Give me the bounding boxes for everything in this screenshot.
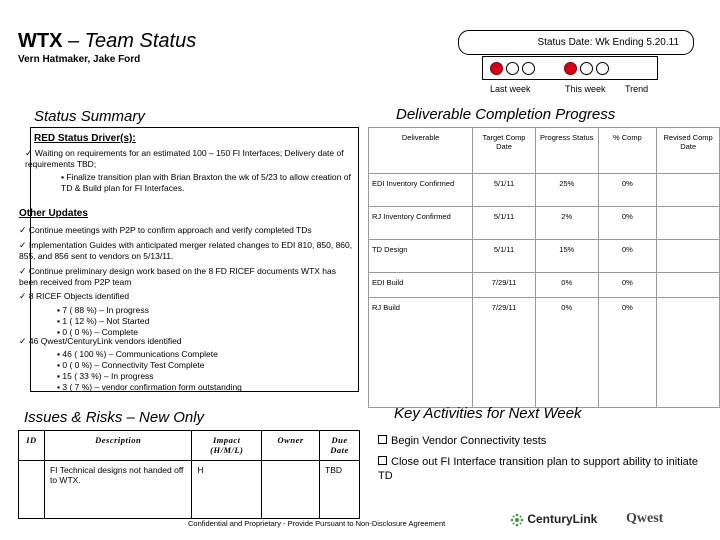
- revised-date: [657, 174, 720, 207]
- empty-status-dot-icon: [596, 62, 609, 75]
- red-status-dot-icon: [564, 62, 577, 75]
- title-main: WTX: [18, 30, 63, 52]
- column-header: Description: [44, 431, 191, 461]
- deliverables-table: [368, 127, 720, 408]
- deliverable-name: RJ Inventory Confirmed: [369, 207, 473, 240]
- empty-status-dot-icon: [522, 62, 535, 75]
- centurylink-logo: CenturyLink: [510, 512, 597, 527]
- table-row: [369, 174, 720, 207]
- page-title: [18, 30, 196, 53]
- vendor-subitem: ▪ 46 ( 100 %) – Communications Complete: [57, 349, 218, 359]
- other-updates-heading: Other Updates: [19, 208, 88, 219]
- centurylink-logo-icon: [510, 513, 524, 527]
- column-header: Deliverable: [369, 128, 473, 174]
- percent-complete: 0%: [598, 240, 657, 273]
- check-icon: ✓: [19, 225, 27, 235]
- target-date: 7/29/11: [473, 298, 536, 408]
- target-date: 5/1/11: [473, 240, 536, 273]
- progress-status: 2%: [535, 207, 598, 240]
- vendor-subitem: ▪ 15 ( 33 %) – In progress: [57, 371, 154, 381]
- table-header-row: [19, 431, 360, 461]
- red-driver-item: ✓ Waiting on requirements for an estimated 100 – 150 FI Interfaces; Delivery date of requirements TBD;: [25, 148, 344, 169]
- deliverable-name: RJ Build: [369, 298, 473, 408]
- progress-status: 15%: [535, 240, 598, 273]
- progress-status: 0%: [535, 273, 598, 298]
- deliverable-name: EDI Build: [369, 273, 473, 298]
- column-header: ID: [19, 431, 45, 461]
- ricef-subitem: ▪ 1 ( 12 %) – Not Started: [57, 316, 150, 326]
- progress-status: 0%: [535, 298, 598, 408]
- column-header: Impact (H/M/L): [192, 431, 262, 461]
- check-icon: ✓: [19, 291, 27, 301]
- column-header: Revised Comp Date: [657, 128, 720, 174]
- progress-status: 25%: [535, 174, 598, 207]
- trend-indicator-box: [482, 56, 658, 80]
- issue-description: FI Technical designs not handed off to WTX.: [44, 461, 191, 519]
- revised-date: [657, 240, 720, 273]
- column-header: Owner: [262, 431, 320, 461]
- update-item: ✓ 8 RICEF Objects identified: [19, 291, 130, 301]
- issues-title: Issues & Risks – New Only: [24, 409, 205, 426]
- revised-date: [657, 298, 720, 408]
- revised-date: [657, 207, 720, 240]
- deliverable-name: TD Design: [369, 240, 473, 273]
- activity-item: Close out FI Interface transition plan to support ability to initiate TD: [378, 456, 698, 482]
- update-item: ✓ Continue meetings with P2P to confirm approach and verify completed TDs: [19, 225, 312, 235]
- deliverable-name: EDI Inventory Confirmed: [369, 174, 473, 207]
- target-date: 7/29/11: [473, 273, 536, 298]
- percent-complete: 0%: [598, 207, 657, 240]
- checkbox-icon: [378, 456, 387, 465]
- empty-status-dot-icon: [580, 62, 593, 75]
- status-summary-title: Status Summary: [34, 108, 145, 125]
- table-row: [369, 240, 720, 273]
- checkbox-icon: [378, 435, 387, 444]
- issue-owner: [262, 461, 320, 519]
- title-rest: – Team Status: [62, 30, 197, 52]
- column-header: Due Date: [320, 431, 360, 461]
- table-row: [369, 207, 720, 240]
- trend-label-trend: Trend: [625, 84, 649, 94]
- activities-title: Key Activities for Next Week: [394, 405, 582, 422]
- table-row: [369, 298, 720, 408]
- percent-complete: 0%: [598, 174, 657, 207]
- table-row: [19, 461, 360, 519]
- table-row: [369, 273, 720, 298]
- update-item: ✓ Continue preliminary design work based on the 8 FD RICEF documents WTX has been received from P2P team: [19, 266, 337, 287]
- column-header: Progress Status: [535, 128, 598, 174]
- check-icon: ✓: [19, 336, 27, 346]
- issue-id: [19, 461, 45, 519]
- issue-impact: H: [192, 461, 262, 519]
- confidentiality-footer: Confidential and Proprietary - Provide Pursuant to Non-Disclosure Agreement: [188, 519, 446, 528]
- vendor-subitem: ▪ 0 ( 0 %) – Connectivity Test Complete: [57, 360, 205, 370]
- revised-date: [657, 273, 720, 298]
- empty-status-dot-icon: [506, 62, 519, 75]
- check-icon: ✓: [25, 148, 33, 158]
- column-header: % Comp: [598, 128, 657, 174]
- deliverables-title: Deliverable Completion Progress: [396, 106, 616, 123]
- vendors-item: ✓ 46 Qwest/CenturyLink vendors identified: [19, 336, 182, 346]
- status-summary-panel: [19, 127, 359, 392]
- team-members: Vern Hatmaker, Jake Ford: [18, 54, 141, 65]
- percent-complete: 0%: [598, 273, 657, 298]
- red-driver-heading: RED Status Driver(s):: [34, 133, 136, 144]
- table-header-row: [369, 128, 720, 174]
- issues-table: [18, 430, 360, 519]
- trend-label-last-week: Last week: [490, 84, 531, 94]
- check-icon: ✓: [19, 240, 27, 250]
- vendor-subitem: ▪ 3 ( 7 %) – vendor confirmation form outstanding: [57, 382, 242, 392]
- ricef-subitem: ▪ 7 ( 88 %) – In progress: [57, 305, 149, 315]
- target-date: 5/1/11: [473, 174, 536, 207]
- update-item: ✓ Implementation Guides with anticipated merger related changes to EDI 810, 850, 860, 855, and 856 sent to vendors on 5/13/11.: [19, 240, 353, 261]
- status-date-badge: Status Date: Wk Ending 5.20.11: [458, 30, 694, 55]
- issue-due-date: TBD: [320, 461, 360, 519]
- red-status-dot-icon: [490, 62, 503, 75]
- target-date: 5/1/11: [473, 207, 536, 240]
- trend-label-this-week: This week: [565, 84, 606, 94]
- column-header: Target Comp Date: [473, 128, 536, 174]
- check-icon: ✓: [19, 266, 27, 276]
- percent-complete: 0%: [598, 298, 657, 408]
- activity-item: Begin Vendor Connectivity tests: [378, 434, 698, 448]
- red-driver-subitem: ▪ Finalize transition plan with Brian Braxton the wk of 5/23 to allow creation of TD & Build plan for FI Interfaces.: [61, 172, 351, 193]
- qwest-logo: Qwest: [626, 511, 664, 526]
- ricef-subitem: ▪ 0 ( 0 %) – Complete: [57, 327, 138, 337]
